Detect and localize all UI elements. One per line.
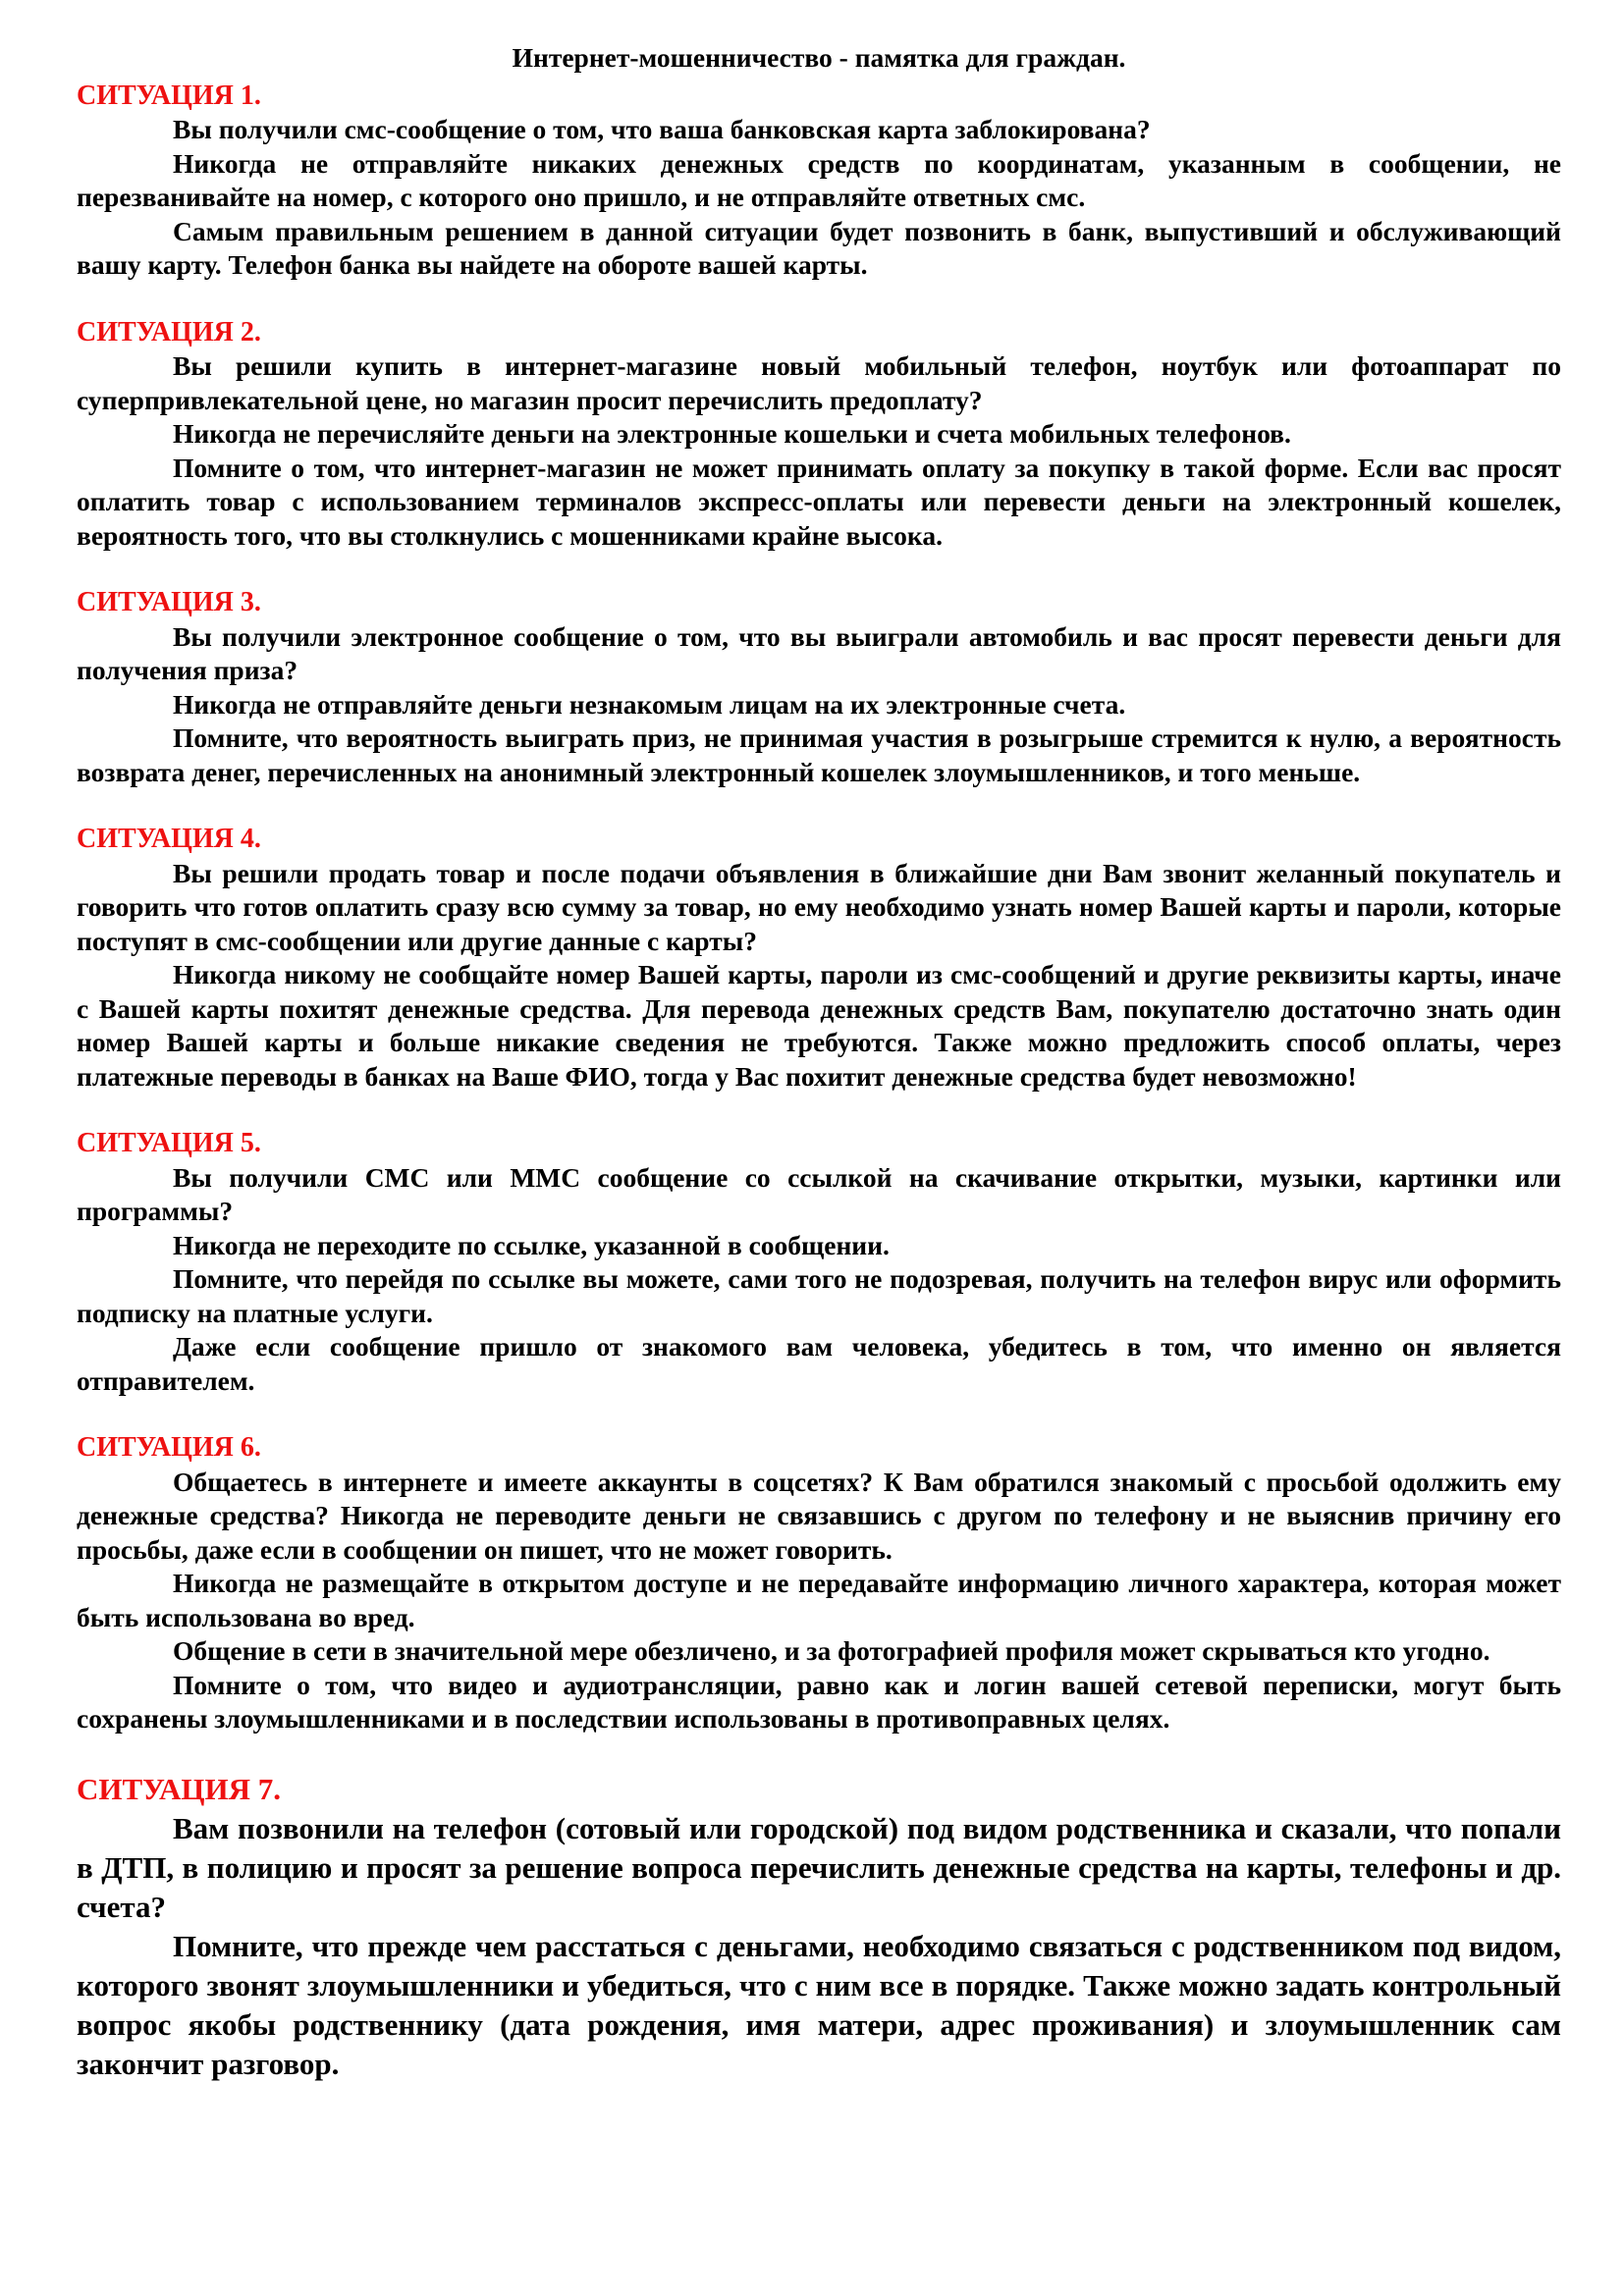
paragraph: Помните, что перейдя по ссылке вы можете, сами того не подозревая, получить на телефон вирус или оформить подписку на платные услуги. xyxy=(77,1263,1561,1328)
situation-1 xyxy=(77,80,1561,283)
paragraph: Никогда не перечисляйте деньги на электронные кошельки и счета мобильных телефонов. xyxy=(173,418,1291,449)
situation-6-heading: СИТУАЦИЯ 6. xyxy=(77,1432,261,1463)
paragraph: Помните, что прежде чем расстаться с деньгами, необходимо связаться с родственником под видом, которого звонят злоумышленники и убедиться, что с ним все в порядке. Также можно задать контрольный вопрос якобы родственнику (дата рождения, имя матери, адрес проживания) и злоумышленник сам закончит разговор. xyxy=(77,1928,1561,2081)
paragraph: Вы решили купить в интернет-магазине новый мобильный телефон, ноутбук или фотоаппарат по суперпривлекательной цене, но магазин просит перечислить предоплату? xyxy=(77,350,1561,415)
paragraph: Никогда не переходите по ссылке, указанной в сообщении. xyxy=(173,1229,890,1260)
paragraph: Вы получили смс-сообщение о том, что ваша банковская карта заблокирована? xyxy=(173,114,1151,144)
situation-3-heading: СИТУАЦИЯ 3. xyxy=(77,587,261,617)
paragraph: Общаетесь в интернете и имеете аккаунты в соцсетях? К Вам обратился знакомый с просьбой одолжить ему денежные средства? Никогда не переводите деньги не связавшись с другом по телефону и не выяснив причину его просьбы, даже если в сообщении он пишет, что не может говорить. xyxy=(77,1466,1561,1565)
paragraph: Помните о том, что интернет-магазин не может принимать оплату за покупку в такой форме. Если вас просят оплатить товар с использованием терминалов экспресс-оплаты или перевести деньги на электронный кошелек, вероятность того, что вы столкнулись с мошенниками крайне высока. xyxy=(77,452,1561,551)
situation-4 xyxy=(77,823,1561,1094)
situation-7-heading: СИТУАЦИЯ 7. xyxy=(77,1771,282,1806)
document-page xyxy=(77,41,1561,2117)
paragraph: Вы получили СМС или ММС сообщение со ссылкой на скачивание открытки, музыки, картинки или программы? xyxy=(77,1161,1561,1226)
situation-2-heading: СИТУАЦИЯ 2. xyxy=(77,316,261,347)
paragraph: Вы получили электронное сообщение о том, что вы выиграли автомобиль и вас просят перевести деньги для получения приза? xyxy=(77,620,1561,685)
situation-6 xyxy=(77,1431,1561,1736)
paragraph: Никогда не отправляйте никаких денежных средств по координатам, указанным в сообщении, не перезванивайте на номер, с которого оно пришло, и не отправляйте ответных смс. xyxy=(77,147,1561,212)
paragraph: Вам позвонили на телефон (сотовый или городской) под видом родственника и сказали, что попали в ДТП, в полицию и просят за решение вопроса перечислить денежные средства на карты, телефоны и др. счета? xyxy=(77,1810,1561,1924)
situation-5-heading: СИТУАЦИЯ 5. xyxy=(77,1128,261,1158)
paragraph: Никогда не отправляйте деньги незнакомым лицам на их электронные счета. xyxy=(173,688,1126,720)
situation-4-heading: СИТУАЦИЯ 4. xyxy=(77,824,261,854)
paragraph: Никогда не размещайте в открытом доступе и не передавайте информацию личного характера, которая может быть использована во вред. xyxy=(77,1568,1561,1632)
situation-7 xyxy=(77,1770,1561,2084)
document-title: Интернет-мошенничество - памятка для граждан. xyxy=(512,42,1126,73)
paragraph: Самым правильным решением в данной ситуации будет позвонить в банк, выпустивший и обслуживающий вашу карту. Телефон банка вы найдете на обороте вашей карты. xyxy=(77,215,1561,280)
paragraph: Даже если сообщение пришло от знакомого вам человека, убедитесь в том, что именно он является отправителем. xyxy=(77,1331,1561,1396)
paragraph: Никогда никому не сообщайте номер Вашей карты, пароли из смс-сообщений и другие реквизиты карты, иначе с Вашей карты похитят денежные средства. Для перевода денежных средств Вам, покупателю достаточно знать один номер Вашей карты и больше никакие сведения не требуются. Также можно предложить способ оплаты, через платежные переводы в банках на Ваше ФИО, тогда у Вас похитит денежные средства будет невозможно! xyxy=(77,959,1561,1092)
paragraph: Помните, что вероятность выиграть приз, не принимая участия в розыгрыше стремится к нулю, а вероятность возврата денег, перечисленных на анонимный электронный кошелек злоумышленников, и того меньше. xyxy=(77,722,1561,787)
situation-5 xyxy=(77,1127,1561,1398)
situation-2 xyxy=(77,316,1561,554)
paragraph: Помните о том, что видео и аудиотрансляции, равно как и логин вашей сетевой переписки, могут быть сохранены злоумышленниками и в последствии использованы в противоправных целях. xyxy=(77,1669,1561,1734)
paragraph: Вы решили продать товар и после подачи объявления в ближайшие дни Вам звонит желанный покупатель и говорить что готов оплатить сразу всю сумму за товар, но ему необходимо узнать номер Вашей карты и пароли, которые поступят в смс-сообщении или другие данные с карты? xyxy=(77,857,1561,956)
situation-1-heading: СИТУАЦИЯ 1. xyxy=(77,80,261,111)
situation-3 xyxy=(77,586,1561,789)
paragraph: Общение в сети в значительной мере обезличено, и за фотографией профиля может скрываться кто угодно. xyxy=(173,1635,1490,1666)
